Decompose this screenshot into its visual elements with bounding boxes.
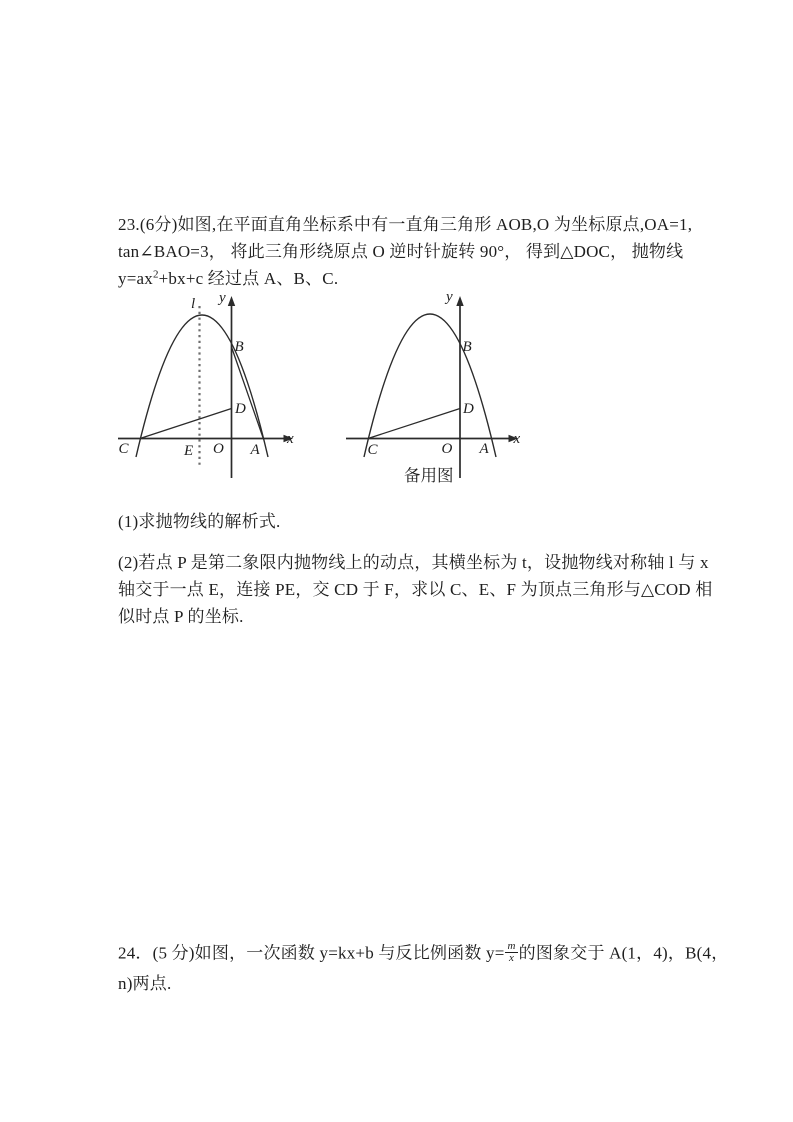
fig2-label-y: y <box>446 289 453 305</box>
p24-fraction <box>505 941 517 964</box>
fig1-label-l: l <box>191 296 196 312</box>
fig1-parabola-curve <box>136 315 268 457</box>
p24-fraction-denominator: x <box>505 952 517 964</box>
fig2-label-b: B <box>462 339 472 355</box>
p24-fraction-numerator: m <box>507 940 516 952</box>
p23-question2-line1: (2)若点 P 是第二象限内抛物线上的动点，其横坐标为 t，设抛物线对称轴 l 与 x <box>118 553 709 572</box>
fig1-label-y: y <box>219 290 226 306</box>
fig1-label-b: B <box>234 339 244 355</box>
fig2-label-d: D <box>463 401 474 417</box>
p23-formula-suffix: +bx+c 经过点 A、B、C. <box>158 269 339 288</box>
p23-statement-line2: tan∠BAO=3， 将此三角形绕原点 O 逆时针旋转 90°， 得到△DOC， 抛物线 <box>118 242 684 261</box>
fig1-segment-ba <box>232 347 264 439</box>
figure2-graph <box>346 289 521 485</box>
p23-question1: (1)求抛物线的解析式. <box>118 512 281 531</box>
fig2-parabola-curve <box>364 314 496 457</box>
p23-question2-line2: 轴交于一点 E，连接 PE，交 CD 于 F，求以 C、E、F 为顶点三角形与△COD 相 <box>118 580 713 599</box>
p24-statement-line1 <box>118 941 728 968</box>
fig1-label-a: A <box>250 442 260 458</box>
fig1-y-arrow-icon <box>228 296 235 306</box>
fig2-label-a: A <box>479 441 489 457</box>
fig1-label-x: x <box>287 431 294 447</box>
fig1-label-c: C <box>118 441 129 457</box>
fig2-label-x: x <box>513 431 521 447</box>
fig1-label-o: O <box>213 441 224 457</box>
fig1-segment-cd <box>142 409 232 439</box>
figure1-graph <box>118 290 294 478</box>
p24-line1-suffix: 的图象交于 A(1，4)，B(4， <box>518 943 729 963</box>
p23-formula-prefix: y=ax <box>118 269 153 288</box>
fig1-label-e: E <box>184 443 194 459</box>
fig1-label-d: D <box>235 401 246 417</box>
p23-formula-exponent: 2 <box>152 268 159 281</box>
p23-question2-line3: 似时点 P 的坐标. <box>118 607 244 626</box>
fig2-caption: 备用图 <box>404 466 454 485</box>
fig2-label-o: O <box>441 441 453 457</box>
fig2-label-c: C <box>367 442 378 458</box>
p24-line1-prefix: 24．(5 分)如图，一次函数 y=kx+b 与反比例函数 y= <box>118 943 505 963</box>
p24-statement-line2: n)两点. <box>118 974 172 993</box>
coordinate-figures <box>110 285 535 497</box>
fig2-y-arrow-icon <box>456 296 463 306</box>
fig2-segment-cd <box>370 409 461 439</box>
p23-statement-line1: 23.(6分)如图,在平面直角坐标系中有一直角三角形 AOB,O 为坐标原点,OA=1, <box>118 215 693 234</box>
